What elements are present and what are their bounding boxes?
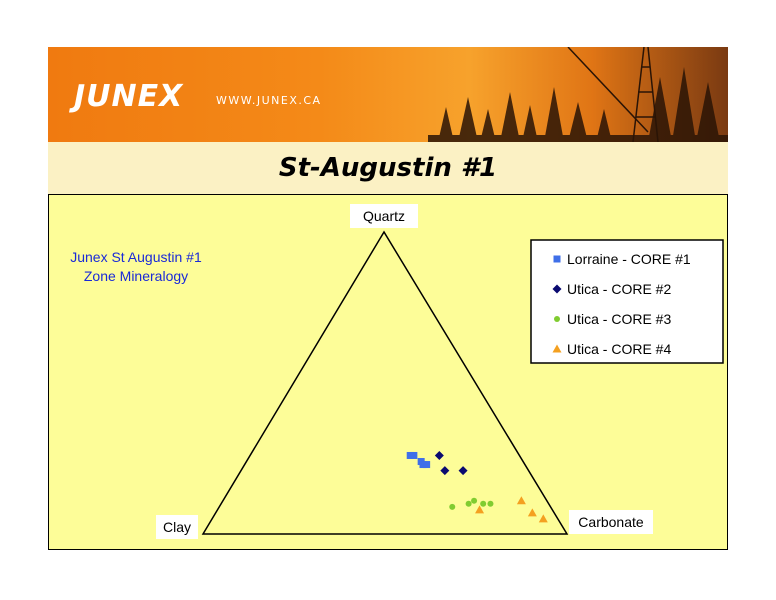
legend-label-4: Utica - CORE #4 <box>567 341 672 357</box>
legend-label-2: Utica - CORE #2 <box>567 281 672 297</box>
data-point-series-4 <box>517 496 526 504</box>
page-title: St-Augustin #1 <box>278 153 498 183</box>
legend-marker-3 <box>554 316 560 322</box>
legend-marker-1 <box>554 256 561 263</box>
chart-title-line: Zone Mineralogy <box>83 268 189 284</box>
data-point-series-2 <box>440 466 449 475</box>
data-point-series-2 <box>435 451 444 460</box>
vertex-label-quartz: Quartz <box>362 208 406 224</box>
junex-logo: JUNEX <box>74 79 184 114</box>
vertex-label-clay: Clay <box>162 519 192 535</box>
data-point-series-2 <box>459 466 468 475</box>
website-url: WWW.JUNEX.CA <box>216 94 322 107</box>
vertex-label-carbonate: Carbonate <box>578 514 644 530</box>
chart-title-line: Junex St Augustin #1 <box>70 249 202 265</box>
data-point-series-1 <box>423 461 430 468</box>
data-point-series-3 <box>449 504 455 510</box>
ternary-triangle <box>203 232 567 534</box>
data-point-series-3 <box>480 501 486 507</box>
legend-label-1: Lorraine - CORE #1 <box>567 251 691 267</box>
data-point-series-4 <box>539 514 548 522</box>
legend-label-3: Utica - CORE #3 <box>567 311 672 327</box>
data-point-series-4 <box>528 508 537 516</box>
data-point-series-3 <box>471 498 477 504</box>
data-point-series-1 <box>410 452 417 459</box>
data-point-series-3 <box>487 501 493 507</box>
data-point-series-3 <box>466 501 472 507</box>
